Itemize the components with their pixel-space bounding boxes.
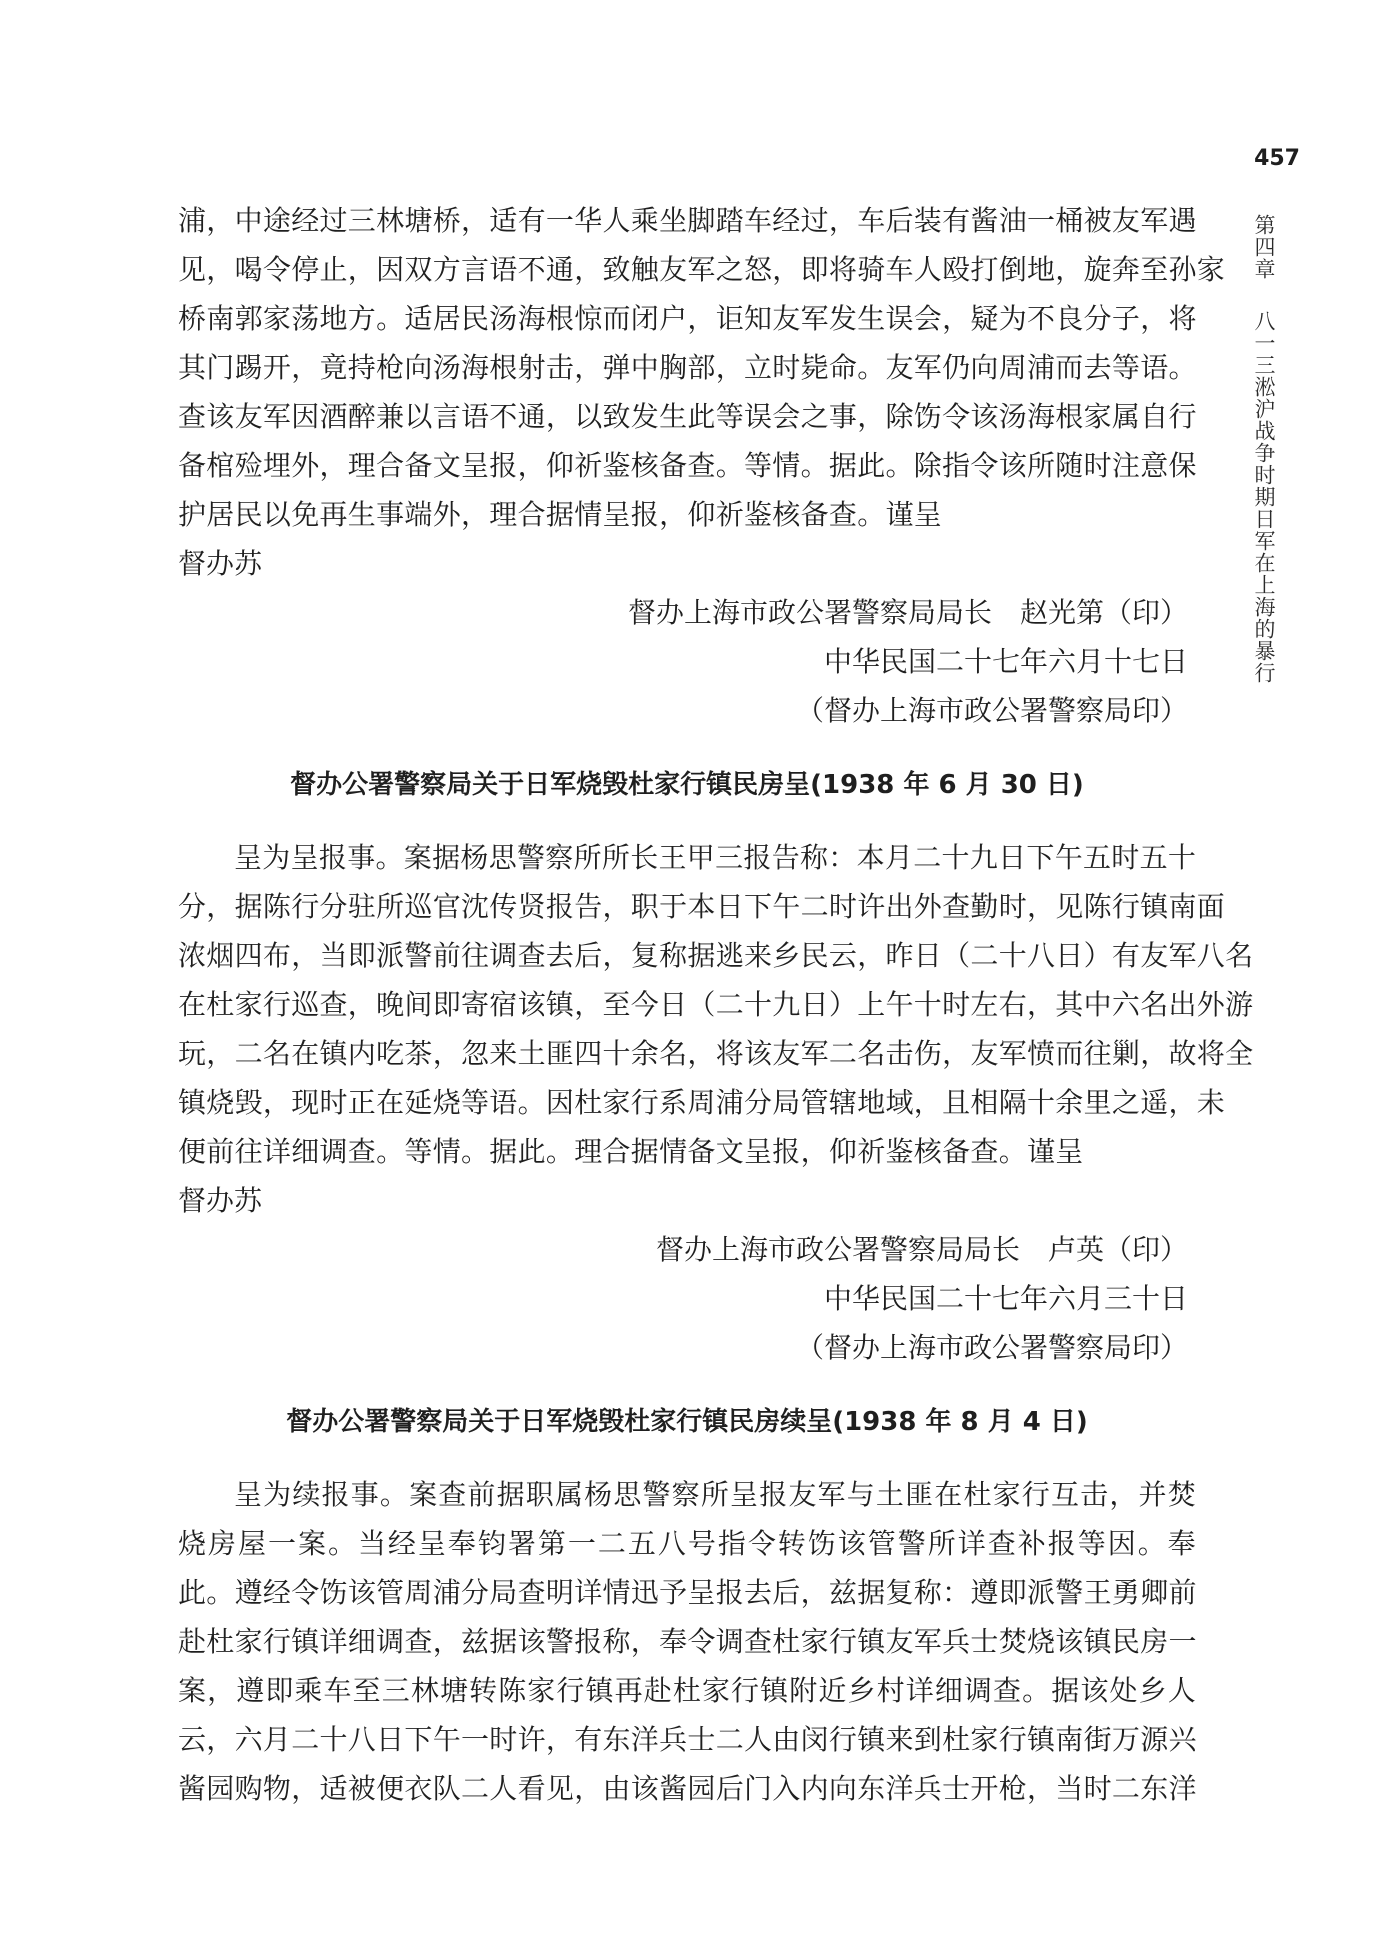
- text-line: 其门踢开，竟持枪向汤海根射击，弹中胸部，立时毙命。友军仍向周浦而去等语。: [178, 351, 1197, 384]
- text-line: 分，据陈行分驻所巡官沈传贤报告，职于本日下午二时许出外查勤时，见陈行镇南面: [178, 890, 1226, 923]
- doc2-body: [178, 833, 1254, 1176]
- text-line: 浓烟四布，当即派警前往调查去后，复称据逃来乡民云，昨日（二十八日）有友军八名: [178, 939, 1254, 972]
- text-line: 在杜家行巡查，晚间即寄宿该镇，至今日（二十九日）上午十时左右，其中六名出外游: [178, 988, 1254, 1021]
- text-line: 案，遵即乘车至三林塘转陈家行镇再赴杜家行镇附近乡村详细调查。据该处乡人: [178, 1674, 1196, 1707]
- text-line: 烧房屋一案。当经呈奉钧署第一二五八号指令转饬该管警所详查补报等因。奉: [178, 1527, 1196, 1560]
- text-line: 此。遵经令饬该管周浦分局查明详情迅予呈报去后，兹据复称：遵即派警王勇卿前: [178, 1576, 1197, 1609]
- doc2-signature: 督办上海市政公署警察局局长 卢英（印）: [655, 1233, 1188, 1266]
- running-head-chapter: 第四章: [1252, 214, 1276, 280]
- text-line: 玩，二名在镇内吃茶，忽来土匪四十余名，将该友军二名击伤，友军愤而往剿，故将全: [178, 1037, 1254, 1070]
- text-line: 护居民以免再生事端外，理合据情呈报，仰祈鉴核备查。谨呈: [178, 498, 943, 531]
- text-line: 查该友军因酒醉兼以言语不通，以致发生此等误会之事，除饬令该汤海根家属自行: [178, 400, 1197, 433]
- doc1-signature: 督办上海市政公署警察局局长 赵光第（印）: [627, 596, 1188, 629]
- doc1-addressee: 督办苏: [178, 547, 263, 580]
- page-number: 457: [1254, 146, 1300, 171]
- doc2-addressee: 督办苏: [178, 1184, 263, 1217]
- doc3-body: [178, 1470, 1196, 1813]
- text-line: 浦，中途经过三林塘桥，适有一华人乘坐脚踏车经过，车后装有酱油一桶被友军遇: [178, 204, 1197, 237]
- text-line: 见，喝令停止，因双方言语不通，致触友军之怒，即将骑车人殴打倒地，旋奔至孙家: [178, 253, 1226, 286]
- doc2-title: 督办公署警察局关于日军烧毁杜家行镇民房呈(1938 年 6 月 30 日): [290, 770, 1084, 800]
- doc1-seal: （督办上海市政公署警察局印）: [795, 694, 1188, 727]
- doc3-title: 督办公署警察局关于日军烧毁杜家行镇民房续呈(1938 年 8 月 4 日): [286, 1407, 1088, 1437]
- running-head: [1236, 214, 1276, 684]
- main-content: [178, 196, 1254, 1813]
- doc2-date: 中华民国二十七年六月三十日: [823, 1282, 1188, 1315]
- text-line: 酱园购物，适被便衣队二人看见，由该酱园后门入内向东洋兵士开枪，当时二东洋: [178, 1772, 1197, 1805]
- text-line: 备棺殓埋外，理合备文呈报，仰祈鉴核备查。等情。据此。除指令该所随时注意保: [178, 449, 1197, 482]
- text-line: 云，六月二十八日下午一时许，有东洋兵士二人由闵行镇来到杜家行镇南街万源兴: [178, 1723, 1197, 1756]
- text-line: 便前往详细调查。等情。据此。理合据情备文呈报，仰祈鉴核备查。谨呈: [178, 1135, 1084, 1168]
- text-line: 呈为续报事。案查前据职属杨思警察所呈报友军与土匪在杜家行互击，并焚: [234, 1478, 1196, 1511]
- text-line: 赴杜家行镇详细调查，兹据该警报称，奉令调查杜家行镇友军兵士焚烧该镇民房一: [178, 1625, 1197, 1658]
- doc1-body: [178, 196, 1226, 539]
- text-line: 桥南郭家荡地方。适居民汤海根惊而闭户，讵知友军发生误会，疑为不良分子，将: [178, 302, 1197, 335]
- text-line: 呈为呈报事。案据杨思警察所所长王甲三报告称：本月二十九日下午五时五十: [234, 841, 1197, 874]
- doc1-date: 中华民国二十七年六月十七日: [823, 645, 1188, 678]
- text-line: 镇烧毁，现时正在延烧等语。因杜家行系周浦分局管辖地域，且相隔十余里之遥，未: [178, 1086, 1226, 1119]
- doc2-seal: （督办上海市政公署警察局印）: [795, 1331, 1188, 1364]
- running-head-title: 八一三淞沪战争时期日军在上海的暴行: [1252, 310, 1276, 684]
